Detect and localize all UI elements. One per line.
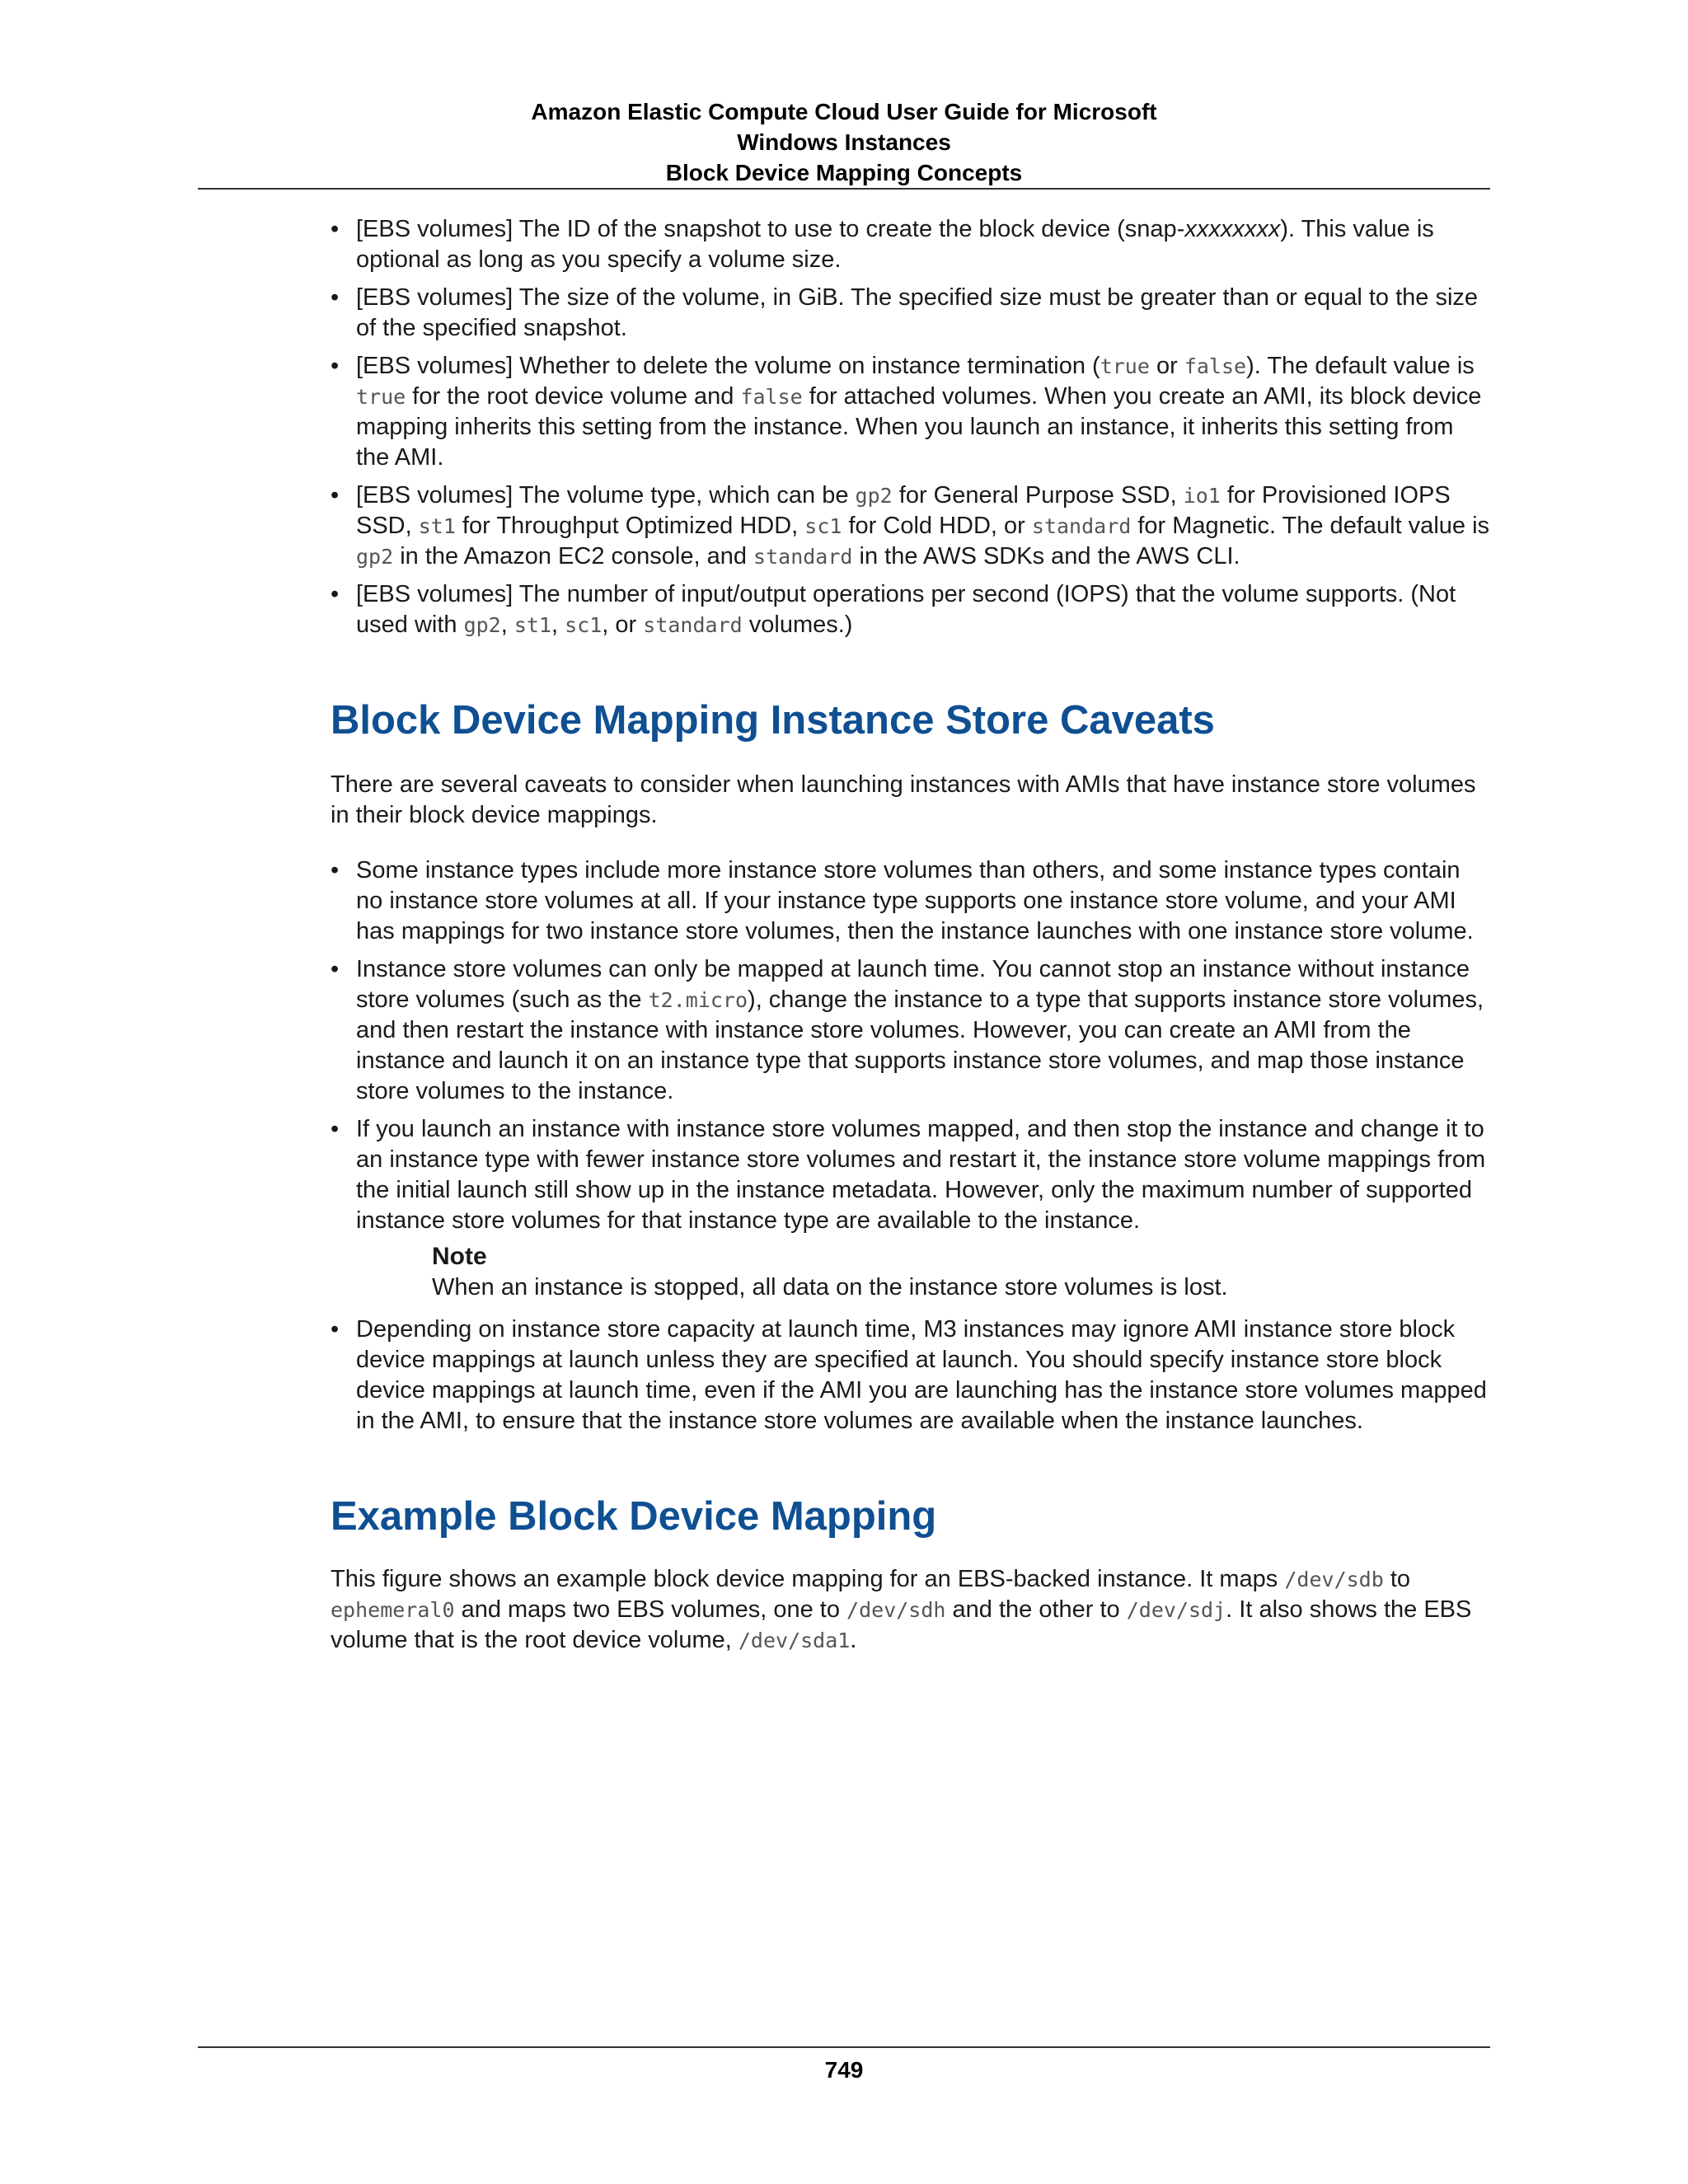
code-text: false — [740, 385, 803, 409]
list-item: • [EBS volumes] The ID of the snapshot to use to create the block device (snap-xxxxxxxx). This value is optional as long as you specify a volume size. — [331, 214, 1493, 275]
code-text: standard — [753, 545, 853, 569]
code-text: sc1 — [565, 613, 603, 637]
code-text: gp2 — [356, 545, 394, 569]
header-line-3: Block Device Mapping Concepts — [665, 160, 1023, 185]
page-content — [331, 214, 1493, 1656]
header-line-1: Amazon Elastic Compute Cloud User Guide for Microsoft — [531, 99, 1157, 124]
code-text: true — [356, 385, 406, 409]
code-text: t2.micro — [648, 988, 748, 1012]
caveats-intro: There are several caveats to consider when launching instances with AMIs that have instance store volumes in their block device mappings. — [331, 771, 1476, 828]
code-text: io1 — [1183, 484, 1221, 508]
ebs-bullet-list — [331, 214, 1493, 640]
example-paragraph: This figure shows an example block device mapping for an EBS-backed instance. It maps /dev/sdb to ephemeral0 and maps two EBS volumes, one to /dev/sdh and the other to /dev/sdj. It also shows the EBS volume that is the root device volume, /dev/sda1. — [331, 1566, 1472, 1653]
example-heading: Example Block Device Mapping — [331, 1494, 937, 1539]
code-text: st1 — [418, 514, 456, 538]
note-title: Note — [432, 1243, 487, 1270]
list-item: • [EBS volumes] The number of input/output operations per second (IOPS) that the volume supports. (Not used with gp2, st1, sc1, or standard volumes.) — [331, 579, 1493, 640]
code-text: /dev/sdh — [846, 1598, 946, 1622]
page-header — [198, 96, 1490, 188]
code-text: /dev/sda1 — [738, 1629, 851, 1652]
footer-divider — [198, 2046, 1490, 2048]
code-text: gp2 — [855, 484, 893, 508]
note-callout — [432, 1241, 1493, 1303]
code-text: gp2 — [463, 613, 501, 637]
list-item: • Instance store volumes can only be mapped at launch time. You cannot stop an instance without instance store volumes (such as the t2.micro), change the instance to a type that supports instance store volumes, and then restart the instance with instance store volumes. However, you can create an AMI from the instance and launch it on an instance type that supports instance store volumes, and map those instance store volumes to the instance. — [331, 954, 1493, 1107]
caveats-heading: Block Device Mapping Instance Store Caveats — [331, 698, 1215, 743]
list-item: • [EBS volumes] Whether to delete the volume on instance termination (true or false). The default value is true for the root device volume and false for attached volumes. When you create an AMI, its block device mapping inherits this setting from the instance. When you launch an instance, it inherits this setting from the AMI. — [331, 351, 1493, 473]
code-text: false — [1184, 354, 1247, 378]
note-text: When an instance is stopped, all data on the instance store volumes is lost. — [432, 1274, 1228, 1301]
code-text: /dev/sdj — [1126, 1598, 1226, 1622]
header-line-2: Windows Instances — [737, 129, 951, 155]
page-number: 749 — [824, 2057, 864, 2083]
caveats-bullet-list — [331, 855, 1493, 1436]
code-text: /dev/sdb — [1284, 1568, 1384, 1591]
code-text: sc1 — [804, 514, 842, 538]
list-item: • If you launch an instance with instance store volumes mapped, and then stop the instance and change it to an instance type with fewer instance store volumes and restart it, the instance store volume mappings from the initial launch still show up in the instance metadata. However, only the maximum number of supported instance store volumes for that instance type are available to the instance. Note When an instance is stopped, all data on the instance store volumes is lost. — [331, 1114, 1493, 1303]
code-text: ephemeral0 — [331, 1598, 455, 1622]
code-text: standard — [1031, 514, 1132, 538]
list-item: • Depending on instance store capacity at launch time, M3 instances may ignore AMI instance store block device mappings at launch unless they are specified at launch. You should specify instance store block device mappings at launch time, even if the AMI you are launching has the instance store volumes mapped in the AMI, to ensure that the instance store volumes are available when the instance launches. — [331, 1315, 1493, 1436]
code-text: standard — [643, 613, 743, 637]
code-text: true — [1100, 354, 1150, 378]
list-item: • [EBS volumes] The size of the volume, in GiB. The specified size must be greater than or equal to the size of the specified snapshot. — [331, 283, 1493, 344]
list-item: • Some instance types include more instance store volumes than others, and some instance types contain no instance store volumes at all. If your instance type supports one instance store volume, and your AMI has mappings for two instance store volumes, then the instance launches with one instance store volume. — [331, 855, 1493, 947]
list-item: • [EBS volumes] The volume type, which can be gp2 for General Purpose SSD, io1 for Provisioned IOPS SSD, st1 for Throughput Optimized HDD, sc1 for Cold HDD, or standard for Magnetic. The default value is gp2 in the Amazon EC2 console, and standard in the AWS SDKs and the AWS CLI. — [331, 480, 1493, 572]
header-divider — [198, 188, 1490, 190]
code-text: st1 — [513, 613, 552, 637]
